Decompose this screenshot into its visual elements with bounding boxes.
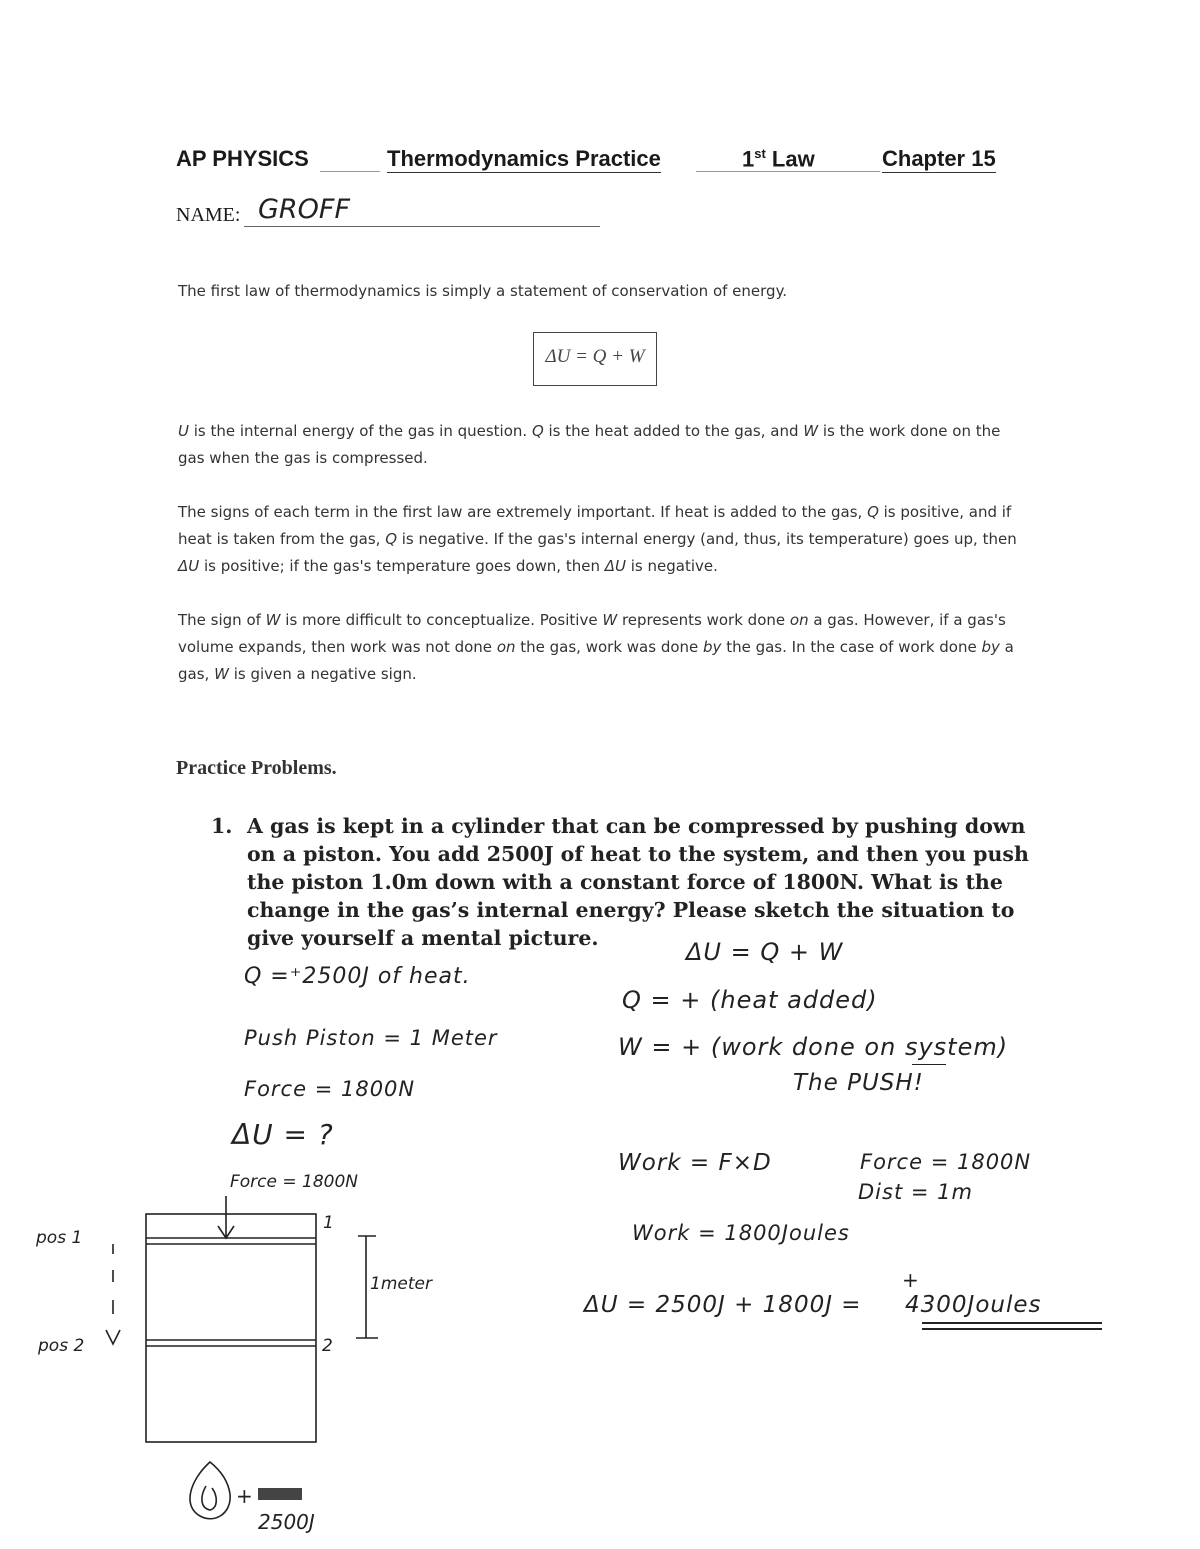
scratch-out — [258, 1488, 302, 1500]
problem-number: 1. — [211, 814, 233, 838]
cylinder — [146, 1214, 316, 1442]
hw-force-2: Force = 1800N — [860, 1150, 1032, 1174]
hw-final-plus: + — [902, 1268, 920, 1292]
hw-final-prefix: ΔU = 2500J + 1800J = — [584, 1292, 862, 1318]
p2-c: is positive, and if heat is taken from the gas, — [178, 503, 1012, 548]
p1-a: U — [178, 422, 189, 440]
p3-g: a gas. However, if a gas's volume expands, then work was not done — [178, 611, 1006, 656]
law-superscript: st — [754, 146, 766, 161]
hw-q-sign: Q = + (heat added) — [622, 986, 878, 1014]
motion-arrow — [106, 1244, 120, 1344]
hw-formula: ΔU = Q + W — [686, 938, 844, 966]
hw-w-sign: W = + (work done on system) — [618, 1033, 1009, 1061]
heat-value-label: 2500J — [258, 1510, 315, 1534]
p1-b: is the internal energy of the gas in question. — [188, 422, 532, 440]
p3-m: a gas, — [178, 638, 1014, 683]
p3-d: W — [602, 611, 618, 629]
piston-label-1: 1 — [323, 1213, 335, 1233]
one-meter-bracket — [356, 1236, 378, 1338]
p2-e: is negative. If the gas's internal energy (and, thus, its temperature) goes up, then — [397, 530, 1017, 548]
heat-plus-label: + — [236, 1484, 254, 1508]
p3-e: represents work done — [617, 611, 790, 629]
p1-c: Q — [531, 422, 544, 440]
p3-k: the gas. In the case of work done — [721, 638, 982, 656]
p3-b: W — [265, 611, 281, 629]
pos1-label: pos 1 — [36, 1228, 83, 1248]
force-arrow — [218, 1196, 234, 1238]
hw-push-note: The PUSH! — [793, 1070, 924, 1096]
name-label: NAME: — [176, 204, 241, 226]
law-word: Law — [765, 146, 815, 172]
diagram-force-label: Force = 1800N — [230, 1172, 359, 1192]
worksheet-title: Thermodynamics Practice — [387, 146, 661, 171]
p3-a: The sign of — [178, 611, 266, 629]
p2-b: Q — [867, 503, 879, 521]
pos2-label: pos 2 — [38, 1336, 85, 1356]
chapter-label: Chapter 15 — [882, 146, 996, 171]
hw-distance: Dist = 1m — [858, 1180, 973, 1204]
p3-f: on — [789, 611, 809, 629]
intro-text: The first law of thermodynamics is simply a statement of conservation of energy. — [178, 282, 788, 300]
one-meter-label: 1meter — [370, 1274, 432, 1294]
p2-a: The signs of each term in the first law are extremely important. If heat is added to the gas, — [178, 503, 868, 521]
hw-q-given: Q =⁺2500J of heat. — [244, 964, 471, 989]
p2-d: Q — [385, 530, 397, 548]
p2-g: is positive; if the gas's temperature goes down, then — [199, 557, 605, 575]
p1-d: is the heat added to the gas, and — [543, 422, 804, 440]
p3-o: is given a negative sign. — [228, 665, 417, 683]
p3-i: the gas, work was done — [515, 638, 704, 656]
hw-delta-u-unknown: ΔU = ? — [232, 1118, 334, 1151]
p2-f: ΔU — [178, 557, 200, 575]
p3-j: by — [703, 638, 722, 656]
p3-h: on — [496, 638, 516, 656]
p2-i: is negative. — [625, 557, 718, 575]
hw-force: Force = 1800N — [244, 1077, 416, 1101]
name-value: GROFF — [258, 194, 350, 225]
p3-n: W — [214, 665, 229, 683]
piston-label-2: 2 — [322, 1336, 334, 1356]
formula-text: ΔU = Q + W — [545, 346, 645, 367]
hw-final-answer: 4300Joules — [905, 1292, 1042, 1318]
p2-h: ΔU — [604, 557, 626, 575]
p3-c: is more difficult to conceptualize. Positive — [280, 611, 603, 629]
law-number: 1 — [742, 146, 755, 172]
hw-push-piston: Push Piston = 1 Meter — [244, 1026, 498, 1050]
hw-work-result: Work = 1800Joules — [632, 1221, 850, 1245]
practice-heading: Practice Problems. — [176, 757, 337, 779]
hw-work-fd: Work = F×D — [618, 1150, 772, 1176]
p3-l: by — [981, 638, 1000, 656]
problem-text: A gas is kept in a cylinder that can be compressed by pushing down on a piston. You add 2500J of heat to the system, and then you push the piston 1.0m down with a constant force of 1800N. What is the change in the gas’s internal energy? Please sketch the situation to give yourself a mental picture. — [247, 814, 1029, 950]
course-title: AP PHYSICS — [176, 146, 309, 171]
p1-e: W — [803, 422, 819, 440]
p1-f: is the work done on the gas when the gas is compressed. — [178, 422, 1001, 467]
